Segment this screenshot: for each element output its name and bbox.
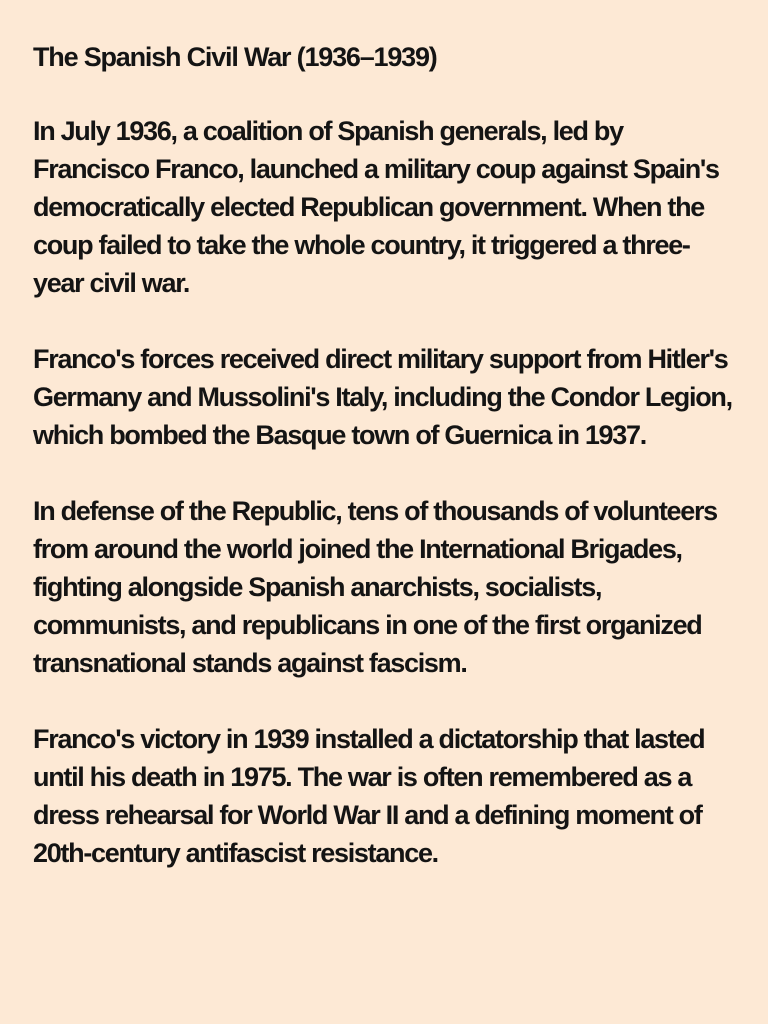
document-title: The Spanish Civil War (1936–1939) xyxy=(33,42,437,72)
paragraph-franco-victory: Franco's victory in 1939 installed a dictatorship that lasted until his death in 1975. The war is often remembered as a dress rehearsal for World War II and a defining moment of 20th-century antifascist resistance. xyxy=(33,724,705,868)
paragraph-coup: In July 1936, a coalition of Spanish generals, led by Francisco Franco, launched a military coup against Spain's democratically elected Republican government. When the coup failed to take the whole country, it triggered a three-year civil war. xyxy=(33,116,719,298)
paragraph-international-brigades: In defense of the Republic, tens of thousands of volunteers from around the world joined the International Brigades, fighting alongside Spanish anarchists, socialists, communists, and republicans in one of the first organized transnational stands against fascism. xyxy=(33,496,717,678)
paragraph-foreign-support: Franco's forces received direct military support from Hitler's Germany and Mussolini's Italy, including the Condor Legion, which bombed the Basque town of Guernica in 1937. xyxy=(33,344,732,450)
